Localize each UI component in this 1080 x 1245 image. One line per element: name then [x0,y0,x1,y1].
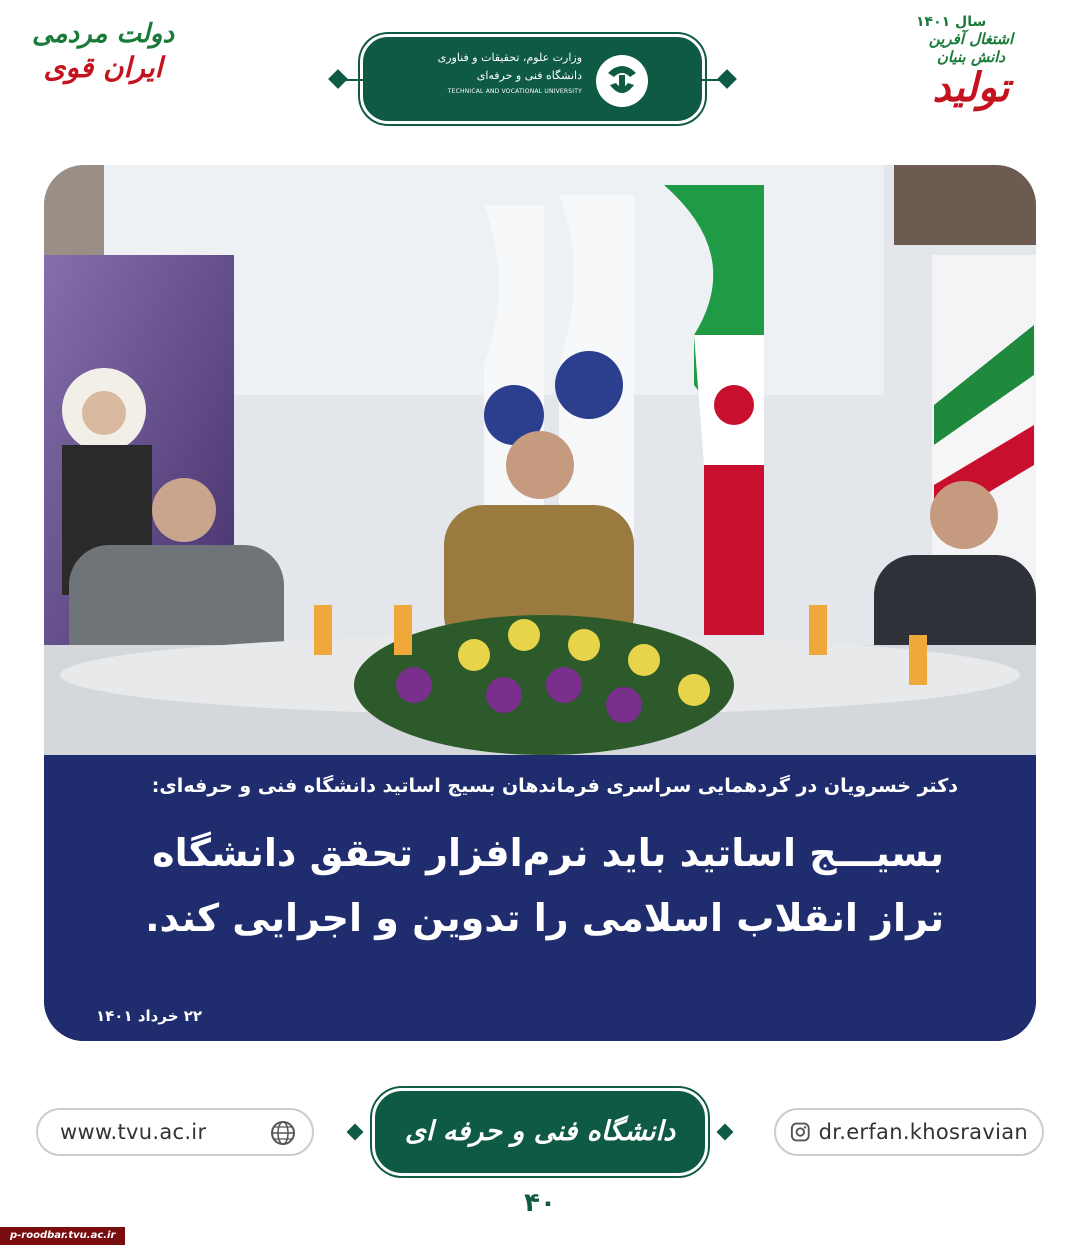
website-link[interactable]: www.tvu.ac.ir [60,1120,207,1144]
website-pill[interactable] [36,1108,314,1156]
slogan-right-line1: اشتغال آفرین [928,30,1014,48]
kicker-text: دکتر خسرویان در گردهمایی سراسری فرماندهان بسیج اساتید دانشگاه فنی و حرفه‌ای: [151,775,958,797]
page-number: ۴۰ [524,1188,556,1218]
headline-line2: تراز انقلاب اسلامی را تدوین و اجرایی کند. [145,895,944,940]
diamond-ornament-icon [717,69,737,89]
university-name-en: TECHNICAL AND VOCATIONAL UNIVERSITY [447,88,582,96]
globe-icon [270,1120,296,1146]
slogan-year: سال ۱۴۰۱ [916,14,987,30]
slogan-right-line2: دانش بنیان [936,48,1006,66]
news-date: ۲۲ خرداد ۱۴۰۱ [96,1007,203,1025]
meeting-photo [44,165,1036,755]
university-badge [372,1088,708,1176]
slogan-left-line2: ایران قوی [43,50,163,84]
logo-text [432,49,582,95]
slogan-left [28,18,178,128]
university-logo-banner [360,34,705,124]
instagram-handle[interactable]: dr.erfan.khosravian [818,1120,1028,1144]
slogan-right [886,14,1056,134]
university-name: دانشگاه فنی و حرفه‌ای [476,68,582,82]
headline [104,821,944,950]
tvu-logo-icon [592,51,652,111]
university-badge-text: دانشگاه فنی و حرفه ای [404,1116,676,1147]
slogan-left-line1: دولت مردمی [31,19,175,49]
source-tag: p-roodbar.tvu.ac.ir [0,1227,125,1245]
header [0,0,1080,150]
headline-line1: بسیـــج اساتید باید نرم‌افزار تحقق دانشگاه [152,831,944,875]
diamond-ornament-icon [717,1124,734,1141]
diamond-ornament-icon [328,69,348,89]
diamond-ornament-icon [347,1124,364,1141]
instagram-pill[interactable] [774,1108,1044,1156]
ministry-name: وزارت علوم، تحقیقات و فناوری [437,51,582,64]
caption-area [44,755,1036,1041]
slogan-right-big: تولید [932,64,1010,111]
news-card [44,165,1036,1041]
instagram-icon [790,1121,811,1143]
